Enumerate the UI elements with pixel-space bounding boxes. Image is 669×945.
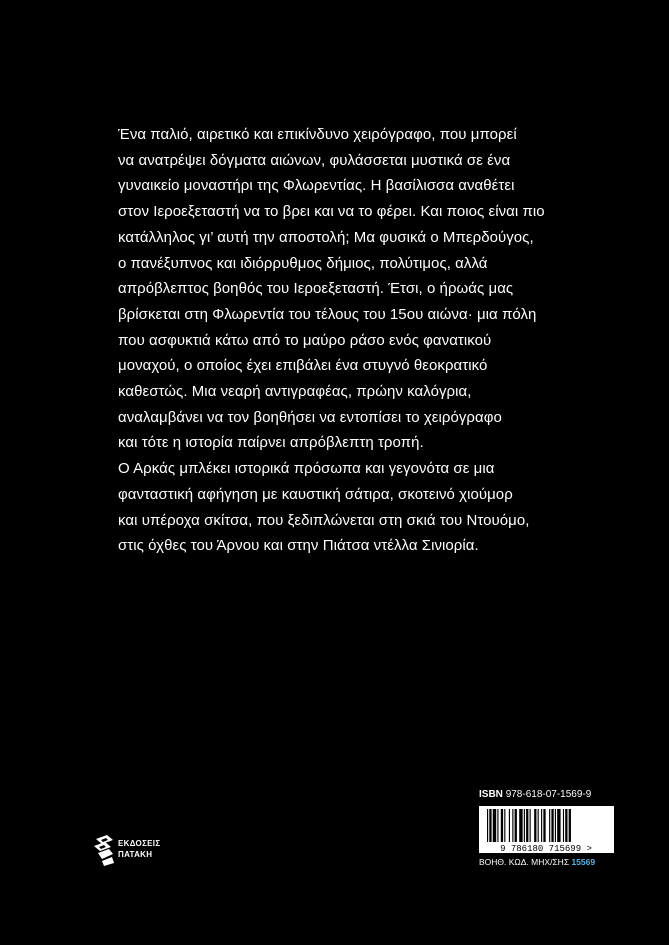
blurb-line: και υπέροχα σκίτσα, που ξεδιπλώνεται στη σκιά του Ντουόμο, <box>118 511 530 529</box>
blurb-line: στις όχθες του Άρνου και στην Πιάτσα ντέλλα Σινιορία. <box>118 537 479 555</box>
blurb-line: κατάλληλος γι’ αυτή την αποστολή; Μα φυσικά ο Μπερδούγος, <box>118 228 534 246</box>
blurb-line: γυναικείο μοναστήρι της Φλωρεντίας. Η βασίλισσα αναθέτει <box>118 177 515 195</box>
blurb-line: ο πανέξυπνος και ιδιόρρυθμος δήμιος, πολύτιμος, αλλά <box>118 254 488 272</box>
publisher-line-1: ΕΚΔΟΣΕΙΣ <box>118 839 161 848</box>
isbn-block <box>479 789 614 869</box>
publisher-line-2: ΠΑΤΑΚΗ <box>118 850 153 859</box>
blurb-line: Ο Αρκάς μπλέκει ιστορικά πρόσωπα και γεγονότα σε μια <box>118 460 495 478</box>
blurb-line: φανταστική αφήγηση με καυστική σάτιρα, σκοτεινό χιούμορ <box>118 485 513 503</box>
blurb-line: απρόβλεπτος βοηθός του Ιεροεξεταστή. Έτσι, ο ήρωάς μας <box>118 280 514 298</box>
publisher-name <box>118 838 160 860</box>
blurb-line: που ασφυκτιά κάτω από το μαύρο ράσο ενός φανατικού <box>118 331 492 349</box>
barcode-icon <box>479 806 614 853</box>
back-cover-blurb <box>118 122 618 559</box>
blurb-line: καθεστώς. Μια νεαρή αντιγραφέας, πρώην καλόγρια, <box>118 383 472 401</box>
blurb-line: βρίσκεται στη Φλωρεντία του τέλους του 15ου αιώνα· μια πόλη <box>118 305 537 323</box>
barcode-digits: 9 786180 715699 > <box>500 844 592 853</box>
blurb-line: να ανατρέψει δόγματα αιώνων, φυλάσσεται μυστικά σε ένα <box>118 151 511 169</box>
isbn-label: ISBN <box>479 789 503 800</box>
blurb-line: και τότε η ιστορία παίρνει απρόβλεπτη τροπή. <box>118 434 424 452</box>
blurb-line: Ένα παλιό, αιρετικό και επικίνδυνο χειρόγραφο, που μπορεί <box>118 126 517 143</box>
isbn-line <box>479 789 591 800</box>
helper-code <box>479 857 595 867</box>
isbn-number: 978-618-07-1569-9 <box>505 789 592 800</box>
helper-code-number: 15569 <box>571 857 596 867</box>
blurb-line: στον Ιεροεξεταστή να το βρει και να το φέρει. Και ποιος είναι πιο <box>118 203 545 221</box>
blurb-line: αναλαμβάνει να τον βοηθήσει να εντοπίσει το χειρόγραφο <box>118 408 502 426</box>
blurb-line: μοναχού, ο οποίος έχει επιβάλει ένα στυγνό θεοκρατικό <box>118 357 488 375</box>
helper-code-label: ΒΟΗΘ. ΚΩΔ. ΜΗΧ/ΣΗΣ <box>479 857 570 867</box>
